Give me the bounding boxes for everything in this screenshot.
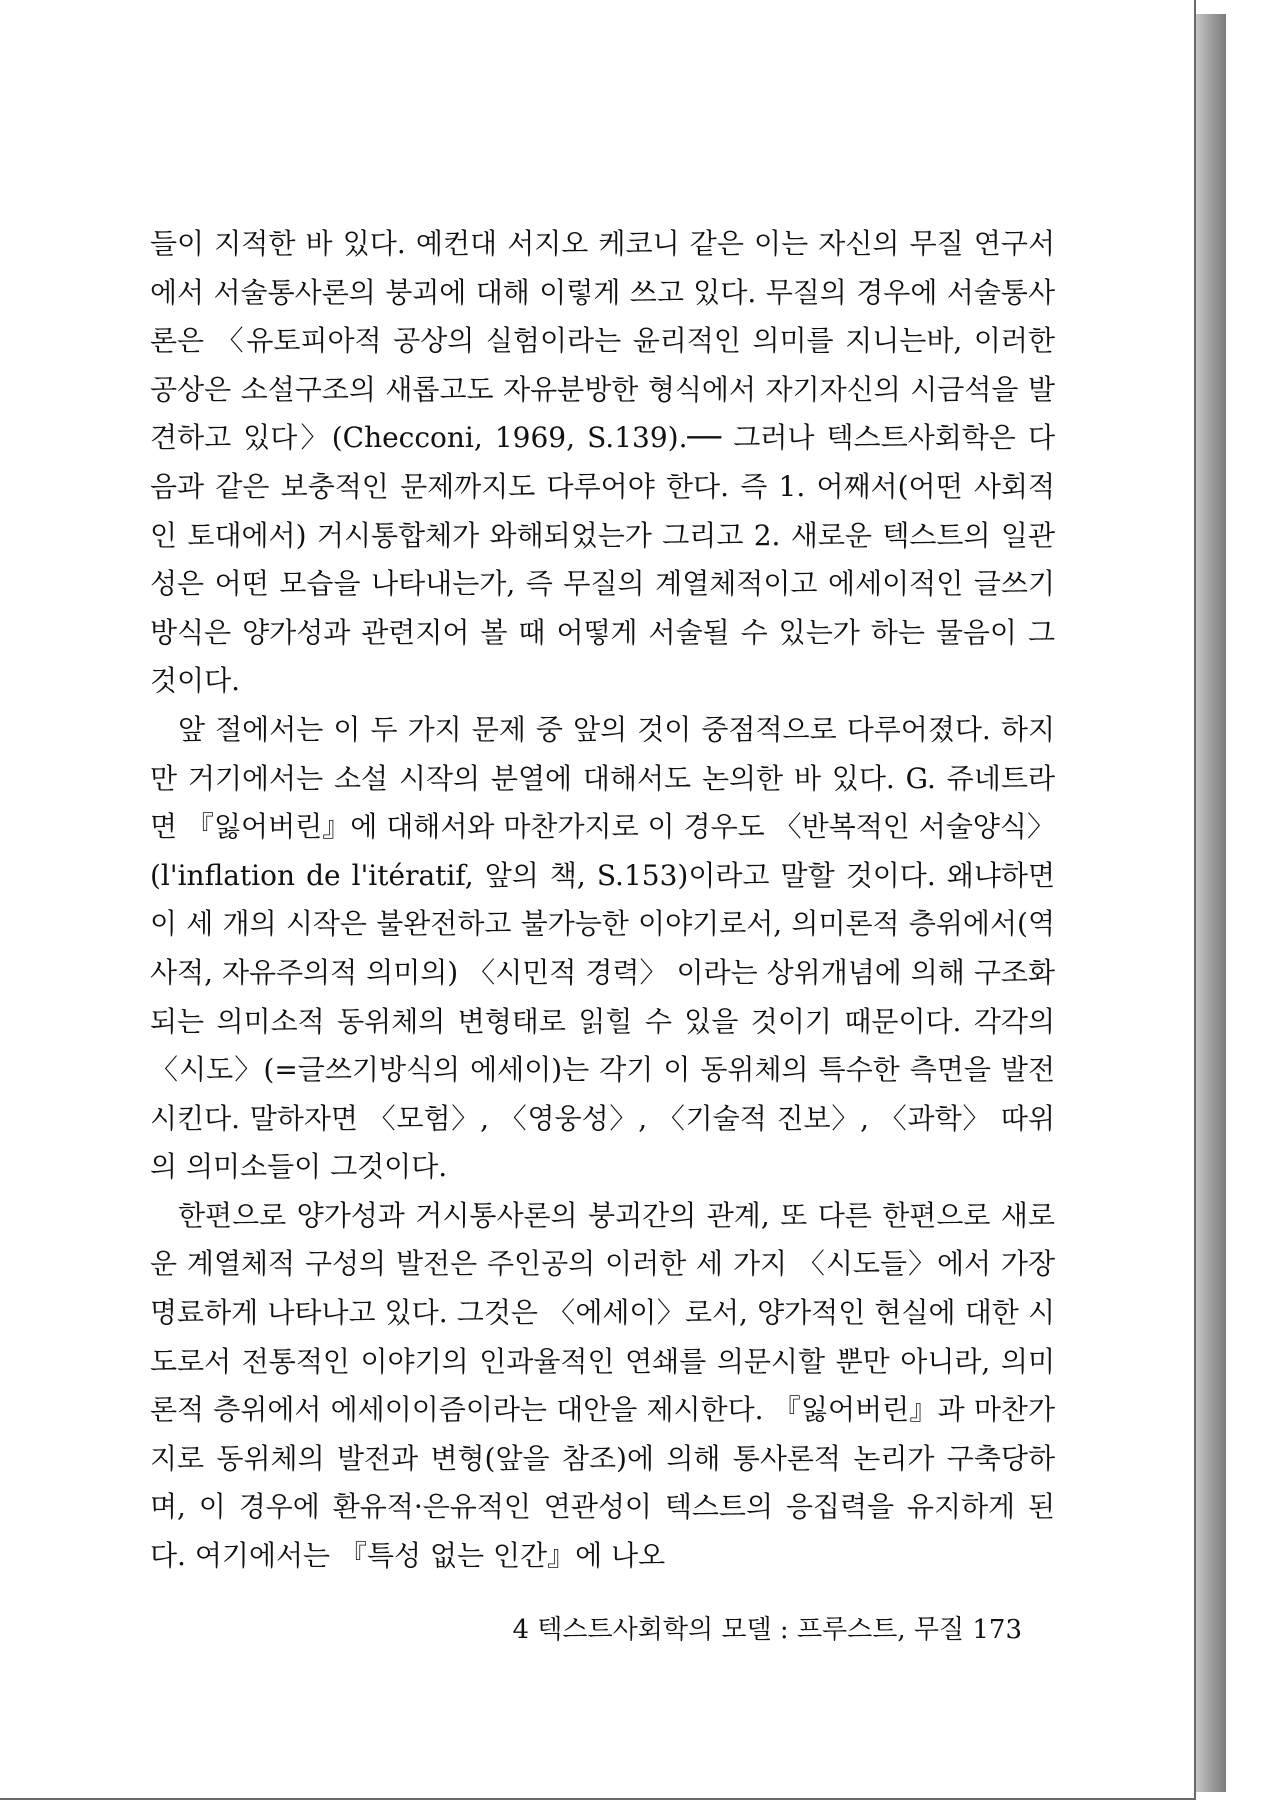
paragraph-2: 앞 절에서는 이 두 가지 문제 중 앞의 것이 중점적으로 다루어졌다. 하지만 거기에서는 소설 시작의 분열에 대해서도 논의한 바 있다. G. 쥬네트라면 『잃어버린』에 대해서와 마찬가지로 이 경우도 〈반복적인 서술양식〉(l'inflation de l'itératif, 앞의 책, S.153)이라고 말할 것이다. 왜냐하면 이 세 개의 시작은 불완전하고 불가능한 이야기로서, 의미론적 층위에서(역사적, 자유주의적 의미의) 〈시민적 경력〉 이라는 상위개념에 의해 구조화되는 의미소적 동위체의 변형태로 읽힐 수 있을 것이기 때문이다. 각각의 〈시도〉(=글쓰기방식의 에세이)는 각기 이 동위체의 특수한 측면을 발전시킨다. 말하자면 〈모험〉, 〈영웅성〉, 〈기술적 진보〉, 〈과학〉 따위의 의미소들이 그것이다. xyxy=(150,712,1055,1184)
running-footer: 4 텍스트사회학의 모델 : 프루스트, 무질 173 xyxy=(512,1615,1022,1645)
paragraph-1: 들이 지적한 바 있다. 예컨대 서지오 케코니 같은 이는 자신의 무질 연구서에서 서술통사론의 붕괴에 대해 이렇게 쓰고 있다. 무질의 경우에 서술통사론은 〈유토피아적 공상의 실험이라는 윤리적인 의미를 지니는바, 이러한 공상은 소설구조의 새롭고도 자유분방한 형식에서 자기자신의 시금석을 발견하고 있다〉(Checconi, 1969, S.139).── 그러나 텍스트사회학은 다음과 같은 보충적인 문제까지도 다루어야 한다. 즉 1. 어째서(어떤 사회적인 토대에서) 거시통합체가 와해되었는가 그리고 2. 새로운 텍스트의 일관성은 어떤 모습을 나타내는가, 즉 무질의 계열체적이고 에세이적인 글쓰기방식은 양가성과 관련지어 볼 때 어떻게 서술될 수 있는가 하는 물음이 그것이다. xyxy=(150,227,1055,698)
page-edge-shadow xyxy=(1192,14,1226,1792)
body-text xyxy=(150,220,1055,1581)
paragraph-3: 한편으로 양가성과 거시통사론의 붕괴간의 관계, 또 다른 한편으로 새로운 계열체적 구성의 발전은 주인공의 이러한 세 가지 〈시도들〉에서 가장 명료하게 나타나고 있다. 그것은 〈에세이〉로서, 양가적인 현실에 대한 시도로서 전통적인 이야기의 인과율적인 연쇄를 의문시할 뿐만 아니라, 의미론적 층위에서 에세이이즘이라는 대안을 제시한다. 『잃어버린』과 마찬가지로 동위체의 발전과 변형(앞을 참조)에 의해 통사론적 논리가 구축당하며, 이 경우에 환유적·은유적인 연관성이 텍스트의 응집력을 유지하게 된다. 여기에서는 『특성 없는 인간』에 나오 xyxy=(150,1198,1055,1573)
